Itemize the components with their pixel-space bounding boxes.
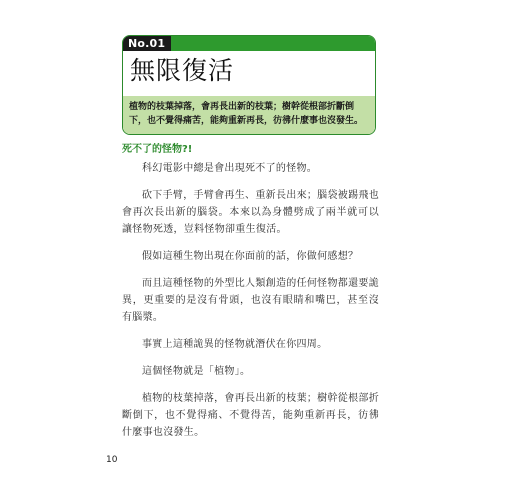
chapter-summary: 植物的枝葉掉落，會再長出新的枝葉；樹幹從根部折斷倒下，也不覺得痛苦，能夠重新再長，彷彿什麼事也沒發生。: [123, 96, 375, 135]
section-heading: 死不了的怪物?!: [122, 144, 193, 155]
paragraph: 科幻電影中總是會出現死不了的怪物。: [142, 163, 318, 174]
paragraph: 而且這種怪物的外型比人類創造的任何怪物都還要詭異，更重要的是沒有骨頭，也沒有眼睛和嘴巴，甚至沒有腦漿。: [122, 278, 379, 323]
paragraph: 植物的枝葉掉落，會再長出新的枝葉；樹幹從根部折斷倒下，也不覺得痛、不覺得苦，能夠重新再長，彷彿什麼事也沒發生。: [122, 393, 379, 438]
paragraph: 這個怪物就是「植物」。: [142, 366, 251, 377]
chapter-number-tag: No.01: [123, 36, 171, 51]
paragraph: 砍下手臂，手臂會再生、重新長出來；腦袋被踢飛也會再次長出新的腦袋。本來以為身體劈成了兩半就可以讓怪物死透，豈料怪物卻重生復活。: [122, 190, 379, 235]
paragraph: 假如這種生物出現在你面前的話，你做何感想？: [142, 251, 359, 262]
chapter-header-box: [122, 35, 376, 135]
chapter-title: 無限復活: [130, 56, 235, 85]
paragraph: 事實上這種詭異的怪物就潛伏在你四周。: [142, 339, 328, 350]
page-number: 10: [106, 455, 118, 465]
body-text: [122, 160, 379, 451]
